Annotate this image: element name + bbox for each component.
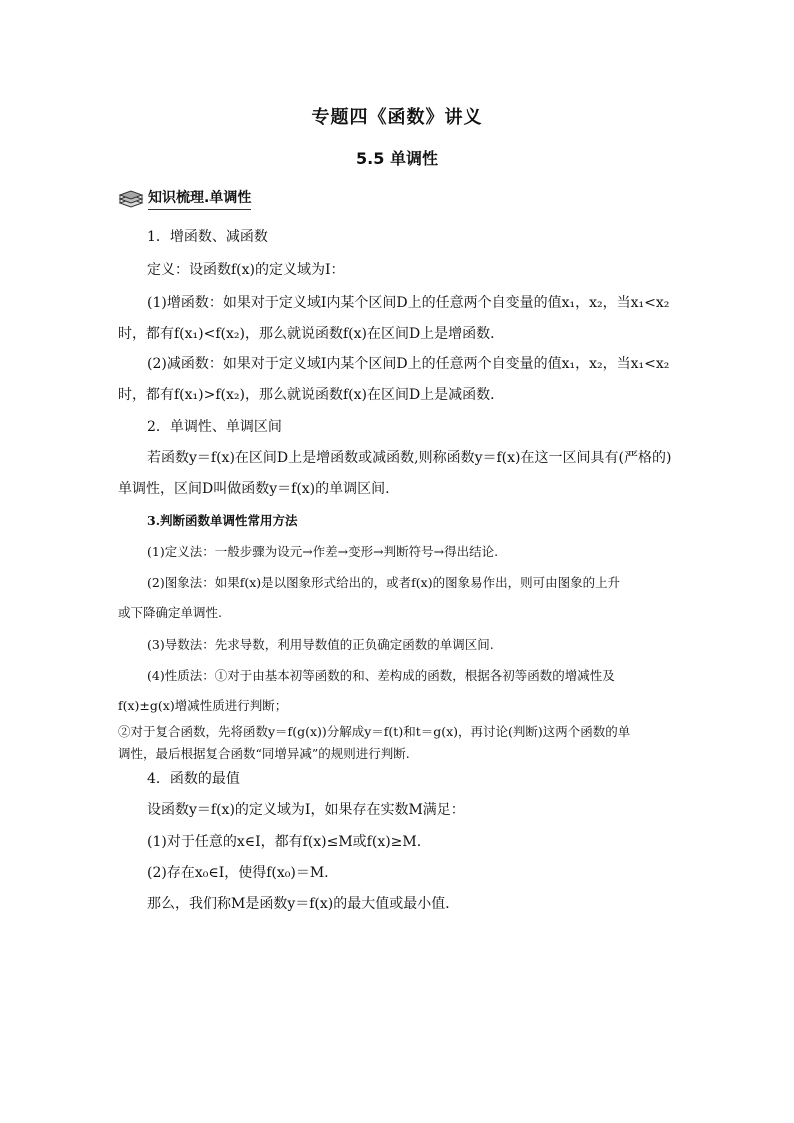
- increasing-def-line-1: (1)增函数：如果对于定义域I内某个区间D上的任意两个自变量的值x₁，x₂，当x₁<x₂: [147, 295, 670, 311]
- definition-line: 定义：设函数f(x)的定义域为I：: [147, 262, 345, 278]
- method-composite-line-1: ②对于复合函数，先将函数y＝f(g(x))分解成y＝f(t)和t＝g(x)，再讨论(判断)这两个函数的单: [118, 724, 631, 739]
- method-composite-line-2: 调性，最后根据复合函数“同增异减”的规则进行判断.: [118, 746, 410, 761]
- page-title: 专题四《函数》讲义: [311, 107, 483, 128]
- monotonic-line-2: 单调性，区间D叫做函数y＝f(x)的单调区间.: [118, 481, 390, 497]
- method-graph-line-1: (2)图象法：如果f(x)是以图象形式给出的，或者f(x)的图象易作出，则可由图象的上升: [147, 575, 621, 590]
- heading-4: 4．函数的最值: [147, 771, 240, 787]
- extremum-conclusion: 那么，我们称M是函数y＝f(x)的最大值或最小值．: [147, 896, 460, 912]
- heading-2: 2．单调性、单调区间: [147, 419, 282, 435]
- extremum-condition-1: (1)对于任意的x∈I，都有f(x)≤M或f(x)≥M.: [147, 834, 422, 850]
- section-label: 知识梳理.单调性: [148, 187, 251, 210]
- page-subtitle: 5.5 单调性: [356, 149, 438, 168]
- method-graph-line-2: 或下降确定单调性.: [118, 605, 222, 620]
- increasing-def-line-2: 时，都有f(x₁)<f(x₂)，那么就说函数f(x)在区间D上是增函数．: [118, 326, 505, 342]
- method-definition: (1)定义法：一般步骤为设元→作差→变形→判断符号→得出结论.: [147, 544, 499, 559]
- method-property-line-1: (4)性质法：①对于由基本初等函数的和、差构成的函数，根据各初等函数的增减性及: [147, 668, 615, 683]
- extremum-definition: 设函数y＝f(x)的定义域为I，如果存在实数M满足：: [147, 802, 465, 818]
- monotonic-line-1: 若函数y＝f(x)在区间D上是增函数或减函数,则称函数y＝f(x)在这一区间具有(严格的): [147, 450, 672, 466]
- extremum-condition-2: (2)存在x₀∈I，使得f(x₀)＝M.: [147, 865, 329, 881]
- book-stack-icon: [118, 188, 144, 208]
- decreasing-def-line-1: (2)减函数：如果对于定义域I内某个区间D上的任意两个自变量的值x₁，x₂，当x₁<x₂: [147, 356, 670, 372]
- decreasing-def-line-2: 时，都有f(x₁)>f(x₂)，那么就说函数f(x)在区间D上是减函数．: [118, 387, 505, 403]
- method-property-line-2: f(x)±g(x)增减性质进行判断；: [118, 698, 288, 713]
- section-header: [118, 186, 251, 210]
- heading-3: 3.判断函数单调性常用方法: [147, 513, 298, 528]
- heading-1: 1．增函数、减函数: [147, 229, 268, 245]
- method-derivative: (3)导数法：先求导数，利用导数值的正负确定函数的单调区间.: [147, 637, 494, 652]
